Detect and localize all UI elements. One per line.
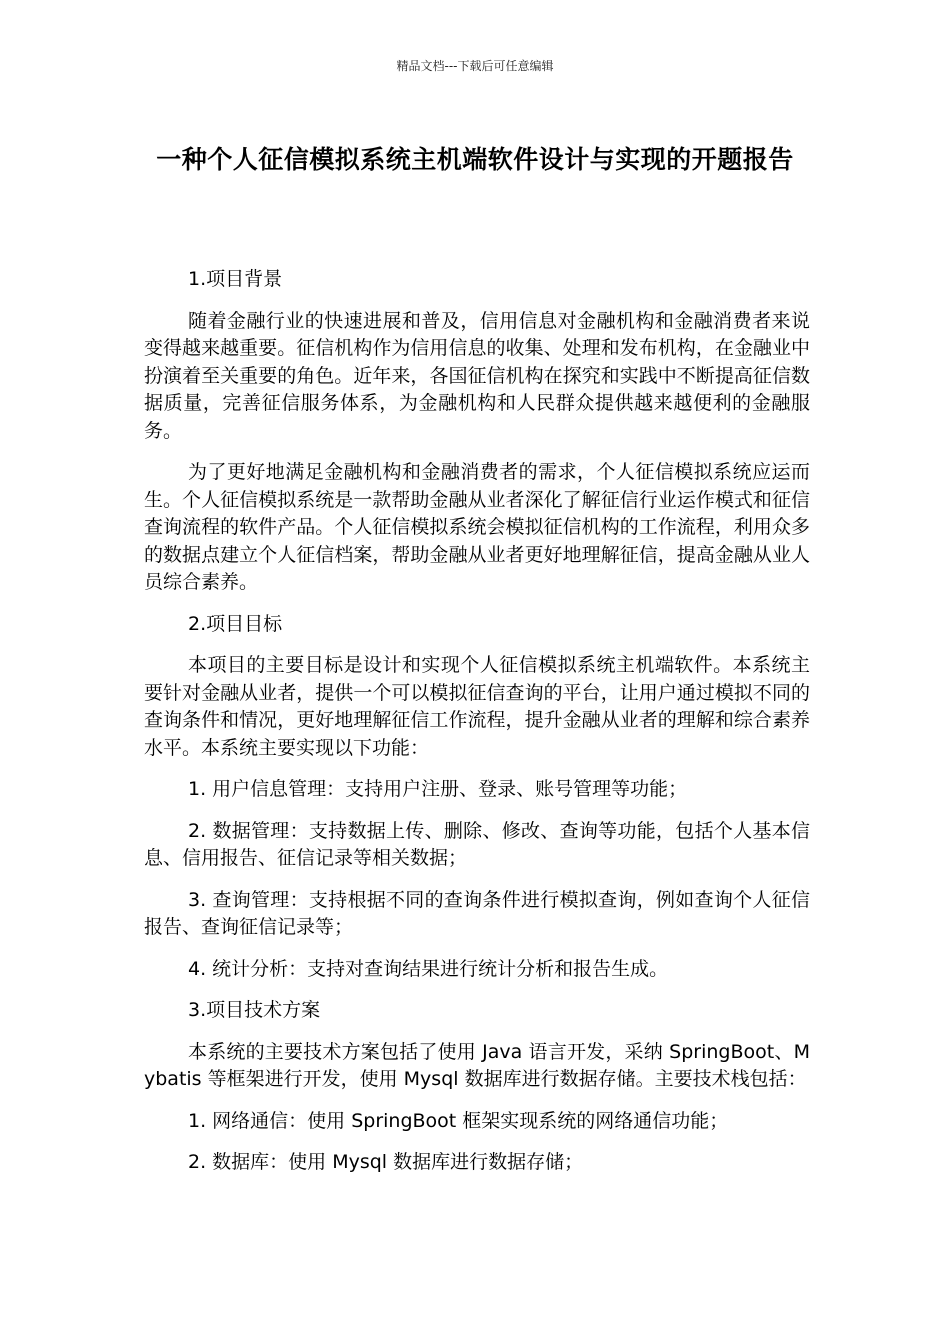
list-item-user-management: 1. 用户信息管理：支持用户注册、登录、账号管理等功能；: [188, 778, 688, 800]
list-item-query-management: 3. 查询管理：支持根据不同的查询条件进行模拟查询，例如查询个人征信报告、查询征信记录等；: [144, 888, 810, 938]
list-item-database: 2. 数据库：使用 Mysql 数据库进行数据存储；: [188, 1151, 584, 1173]
paragraph-background-2: 为了更好地满足金融机构和金融消费者的需求，个人征信模拟系统应运而生。个人征信模拟系统是一款帮助金融从业者深化了解征信行业运作模式和征信查询流程的软件产品。个人征信模拟系统会模拟征信机构的工作流程，利用众多的数据点建立个人征信档案，帮助金融从业者更好地理解征信，提高金融从业人员综合素养。: [144, 461, 810, 593]
document-title: 一种个人征信模拟系统主机端软件设计与实现的开题报告: [156, 145, 794, 174]
list-item-data-management: 2. 数据管理：支持数据上传、删除、修改、查询等功能，包括个人基本信息、信用报告、征信记录等相关数据；: [144, 819, 810, 869]
section-heading-goals: 2.项目目标: [188, 612, 283, 635]
header-note: 精品文档---下载后可任意编辑: [396, 59, 554, 73]
paragraph-tech: 本系统的主要技术方案包括了使用 Java 语言开发，采纳 SpringBoot、Mybatis 等框架进行开发，使用 Mysql 数据库进行数据存储。主要技术栈包括：: [144, 1040, 810, 1090]
document-body: [144, 266, 810, 1191]
list-item-statistics: 4. 统计分析：支持对查询结果进行统计分析和报告生成。: [188, 957, 669, 980]
paragraph-goals: 本项目的主要目标是设计和实现个人征信模拟系统主机端软件。本系统主要针对金融从业者，提供一个可以模拟征信查询的平台，让用户通过模拟不同的查询条件和情况，更好地理解征信工作流程，提升金融从业者的理解和综合素养水平。本系统主要实现以下功能：: [144, 654, 810, 759]
list-item-network: 1. 网络通信：使用 SpringBoot 框架实现系统的网络通信功能；: [188, 1109, 729, 1132]
section-heading-tech: 3.项目技术方案: [188, 999, 321, 1021]
section-heading-background: 1.项目背景: [188, 268, 283, 290]
paragraph-background-1: 随着金融行业的快速进展和普及，信用信息对金融机构和金融消费者来说变得越来越重要。征信机构作为信用信息的收集、处理和发布机构，在金融业中扮演着至关重要的角色。近年来，各国征信机构在探究和实践中不断提高征信数据质量，完善征信服务体系，为金融机构和人民群众提供越来越便利的金融服务。: [144, 309, 810, 442]
